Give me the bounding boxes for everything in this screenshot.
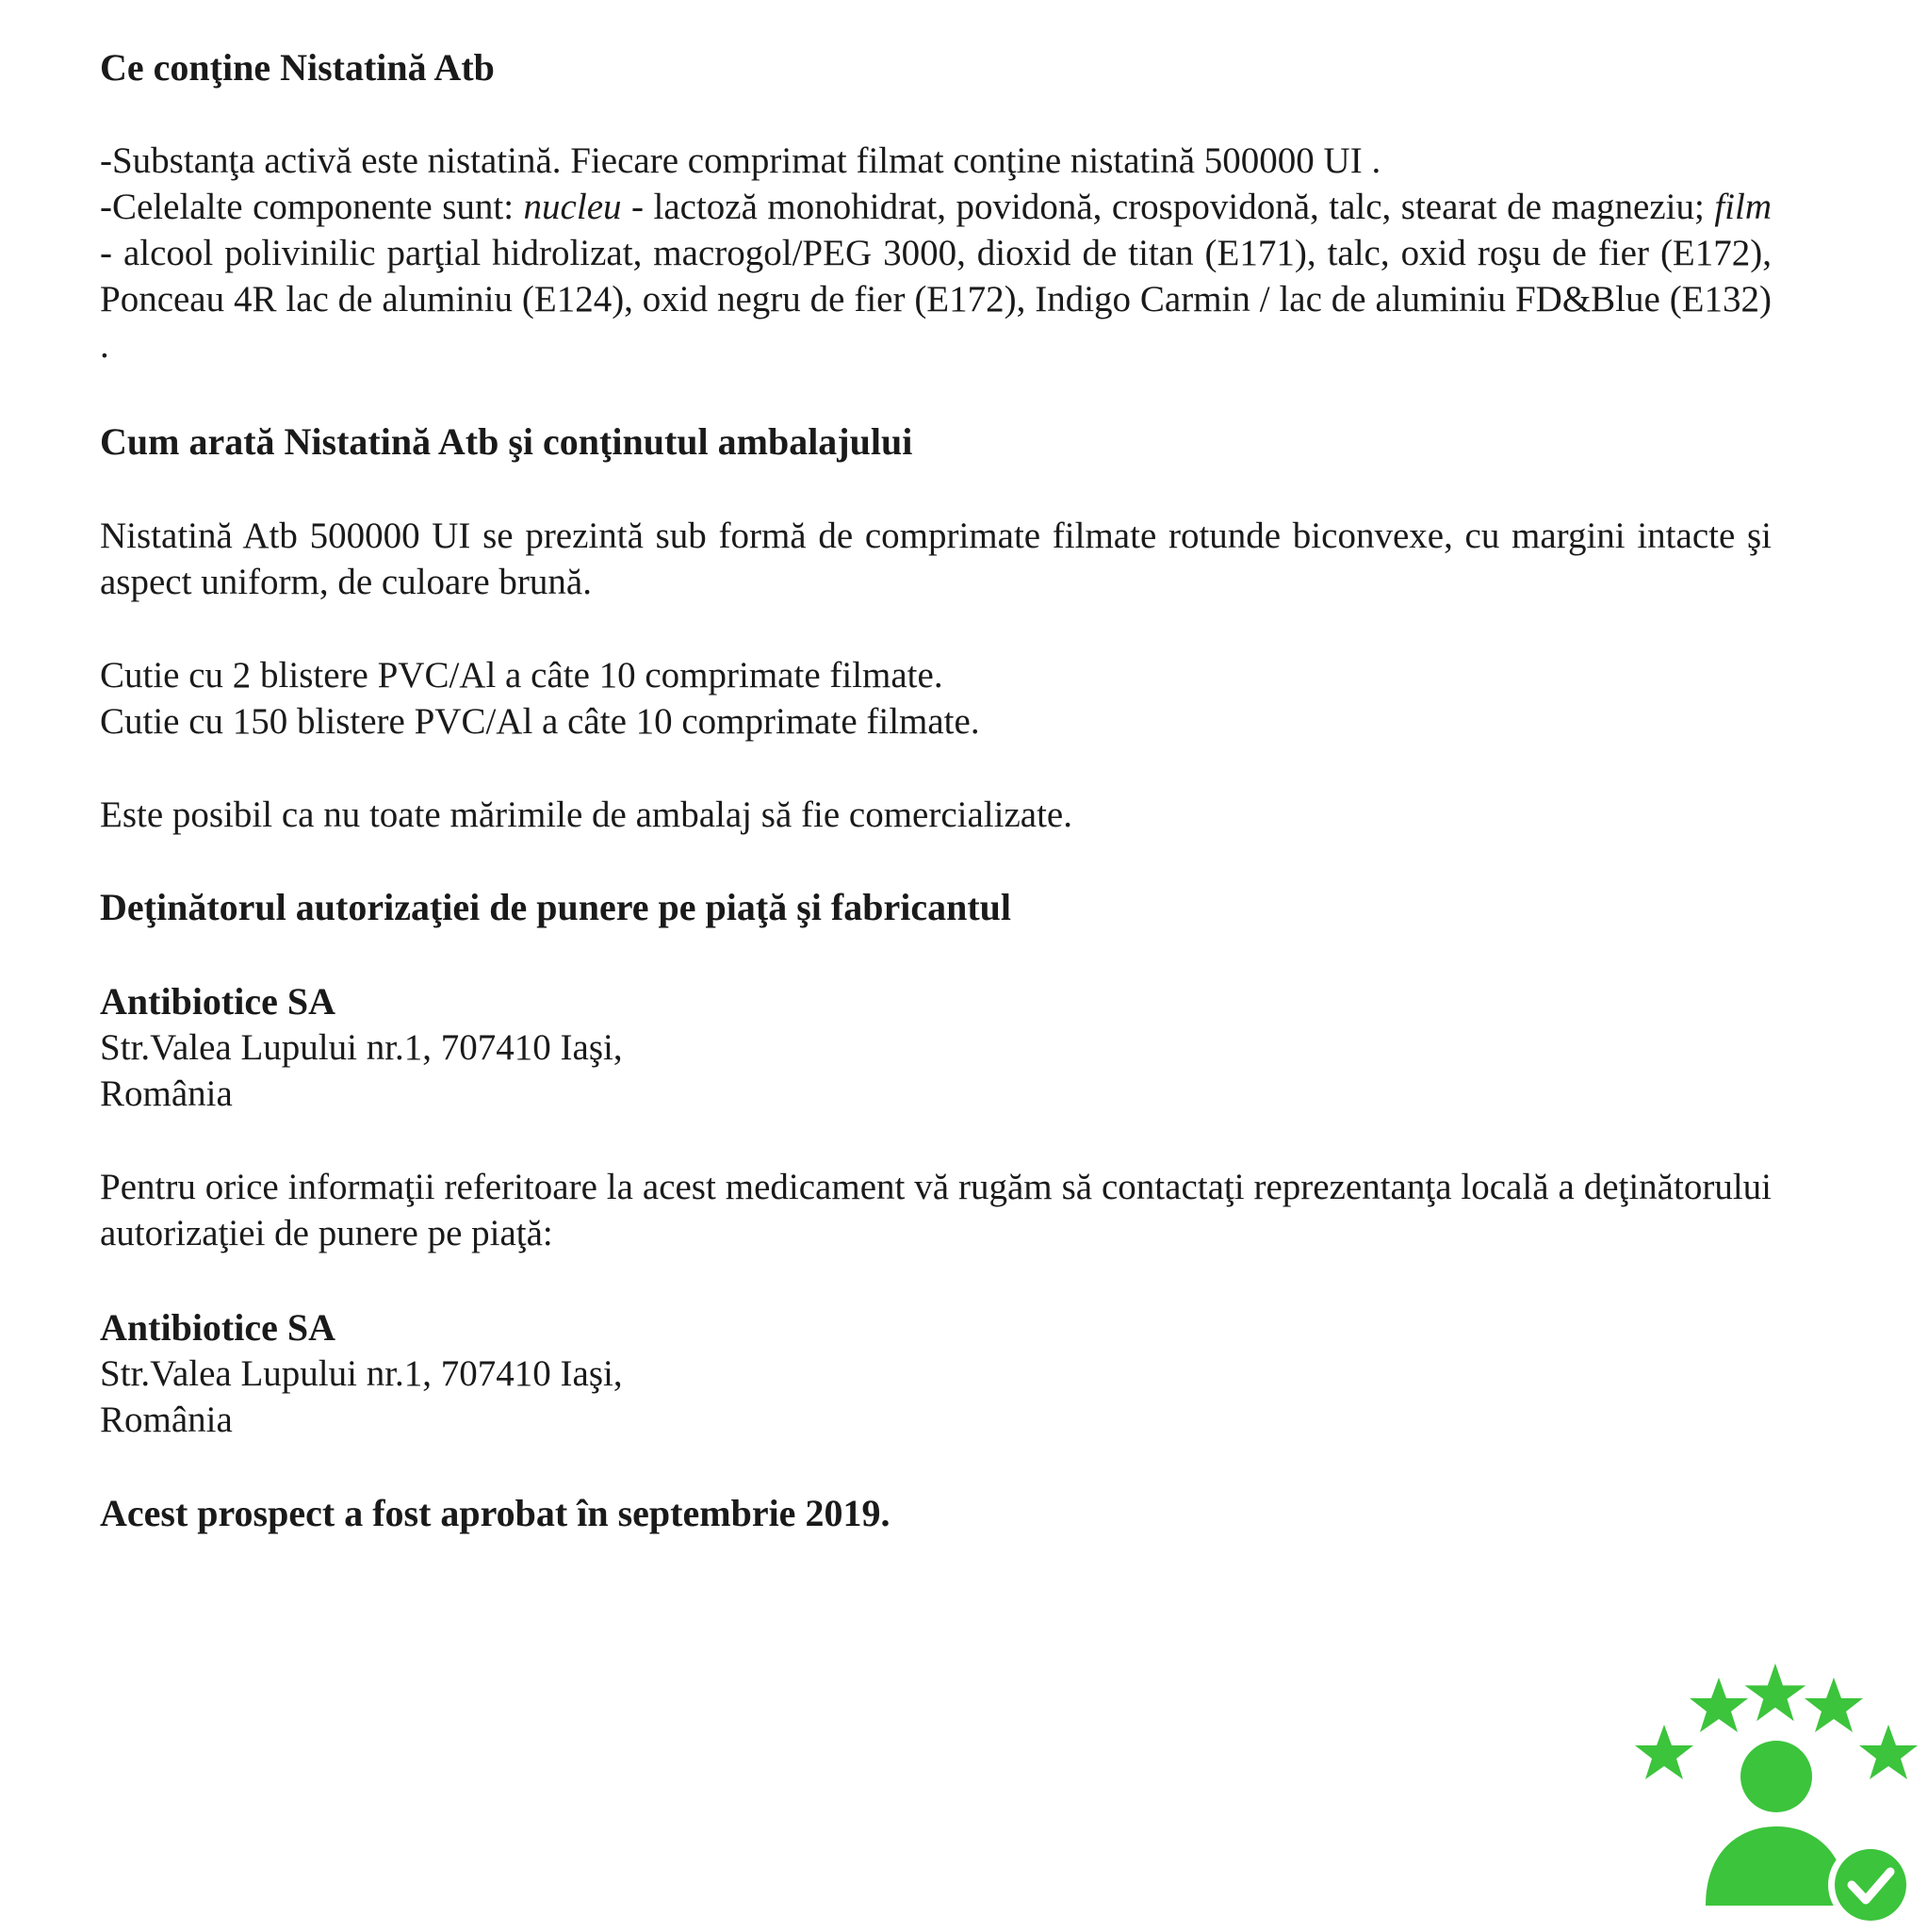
film-label: film (1714, 187, 1772, 227)
contact-text: Pentru orice informaţii referitoare la acest medicament vă rugăm să contactaţi reprezentanţa locală a deţinătorului autorizaţiei de punere pe piaţă: (100, 1167, 1772, 1253)
holder-heading: Deţinătorul autorizaţiei de punere pe piaţă şi fabricantul (100, 886, 1011, 928)
pack-size-2: Cutie cu 150 blistere PVC/Al a câte 10 comprimate filmate. (100, 701, 980, 742)
nucleu-text: - lactoză monohidrat, povidonă, crospovidonă, talc, stearat de magneziu; (621, 187, 1715, 227)
star-icon (1745, 1663, 1806, 1721)
holder-company: Antibiotice SA (100, 980, 335, 1023)
star-icon (1859, 1725, 1918, 1779)
contact-company: Antibiotice SA (100, 1306, 335, 1349)
star-icon (1805, 1678, 1863, 1732)
verified-user-stars-icon (1630, 1659, 1922, 1927)
holder-address: Str.Valea Lupului nr.1, 707410 Iaşi, (100, 1027, 623, 1068)
user-body-icon (1706, 1826, 1847, 1906)
pack-size-1: Cutie cu 2 blistere PVC/Al a câte 10 comprimate filmate. (100, 655, 943, 696)
user-head-icon (1740, 1741, 1812, 1812)
contact-country: România (100, 1400, 233, 1440)
holder-country: România (100, 1073, 233, 1114)
active-substance-text: -Substanţa activă este nistatină. Fiecare comprimat filmat conţine nistatină 500000 UI . (100, 140, 1381, 181)
contact-address: Str.Valea Lupului nr.1, 707410 Iaşi, (100, 1353, 623, 1394)
star-icon (1635, 1725, 1693, 1779)
approval-statement: Acest prospect a fost aprobat în septembrie 2019. (100, 1492, 890, 1534)
components-intro: -Celelalte componente sunt: (100, 187, 524, 227)
nucleu-label: nucleu (523, 187, 622, 227)
star-icon (1690, 1678, 1748, 1732)
pack-availability-note: Este posibil ca nu toate mărimile de ambalaj să fie comercializate. (100, 794, 1072, 835)
appearance-heading: Cum arată Nistatină Atb şi conţinutul ambalajului (100, 420, 913, 463)
appearance-description: Nistatină Atb 500000 UI se prezintă sub formă de comprimate filmate rotunde biconvexe, cu margini intacte şi aspect uniform, de culoare brună. (100, 516, 1772, 602)
film-text: - alcool polivinilic parţial hidrolizat, macrogol/PEG 3000, dioxid de titan (E171), talc, oxid roşu de fier (E172), Ponceau 4R lac de aluminiu (E124), oxid negru de fier (E172), Indigo Carmin / lac de aluminiu FD&Blue (E132) . (100, 233, 1772, 366)
contents-heading: Ce conţine Nistatină Atb (100, 46, 495, 89)
other-components-text (100, 184, 1772, 368)
